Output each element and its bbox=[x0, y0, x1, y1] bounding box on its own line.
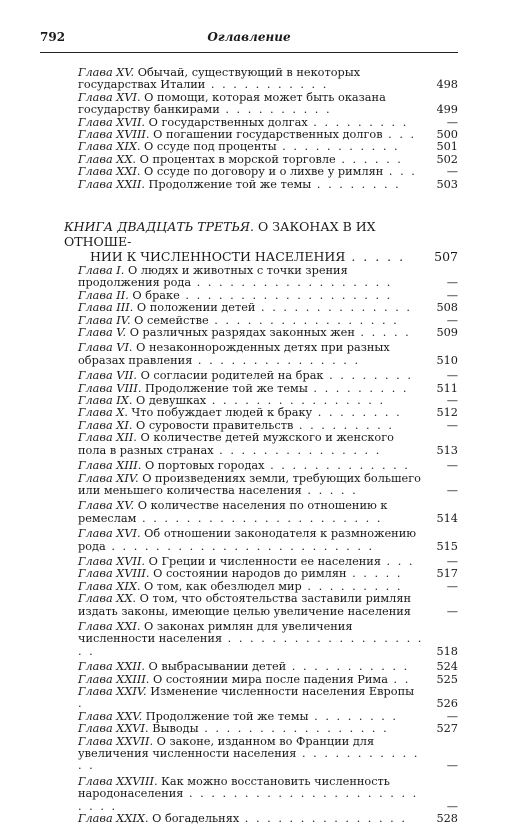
chapter-title: О состоянии мира после падения Рима bbox=[152, 672, 388, 686]
chapter-label: Глава XXI. bbox=[78, 619, 141, 633]
toc-entry-text bbox=[78, 92, 424, 117]
chapter-label: Глава XX. bbox=[78, 592, 136, 606]
chapter-title: О выбрасывании детей bbox=[148, 660, 287, 674]
leader-dots: . . . . . . . . . bbox=[307, 381, 409, 395]
leader-dots: . . . . . . . . . . . . . . . bbox=[213, 443, 382, 457]
toc-entry bbox=[78, 67, 458, 92]
page-ref: 515 bbox=[436, 539, 458, 553]
leader-dots: . . . . . . . . . . . . . bbox=[264, 459, 410, 473]
chapter-title: О богадельнях bbox=[152, 812, 240, 825]
leader-dots: . . . . . . . . . bbox=[301, 579, 403, 593]
chapter-title: О суровости правительств bbox=[136, 418, 294, 432]
toc-entry-text bbox=[78, 265, 424, 290]
chapter-title: О незаконнорожденных детях при разных образах правления bbox=[78, 341, 390, 367]
chapter-title: О произведениях земли, требующих большего или меньшего количества населения bbox=[78, 471, 421, 497]
toc-entry-text bbox=[78, 500, 424, 525]
toc-entry bbox=[78, 776, 458, 813]
chapter-label: Глава IX. bbox=[78, 394, 133, 408]
chapter-label: Глава VI. bbox=[78, 341, 133, 355]
toc-entry-text bbox=[78, 473, 424, 498]
chapter-label: Глава XXII. bbox=[78, 177, 145, 191]
page-ref: — bbox=[446, 459, 458, 473]
toc-entry bbox=[78, 736, 458, 773]
chapter-title: О ссуде по договору и о лихве у римлян bbox=[144, 165, 384, 179]
chapter-title: О Греции и численности ее населения bbox=[148, 554, 381, 568]
page-ref: 524 bbox=[436, 660, 458, 674]
chapter-title: О законах римлян для увеличения численности населения bbox=[78, 619, 353, 646]
page-ref: — bbox=[446, 483, 458, 497]
chapter-title: Продолжение той же темы bbox=[145, 709, 309, 723]
leader-dots: . . . . . . . . . . . . . . bbox=[255, 301, 412, 315]
leader-dots: . . . . . . . . . . . bbox=[286, 660, 410, 674]
chapter-label: Глава III. bbox=[78, 301, 134, 315]
page-ref: 528 bbox=[436, 812, 458, 825]
chapter-label: Глава II. bbox=[78, 288, 129, 302]
page-ref: 517 bbox=[436, 567, 458, 581]
book-heading bbox=[64, 219, 458, 264]
toc-entry bbox=[78, 813, 458, 825]
toc-entry bbox=[78, 593, 458, 618]
page-ref: 509 bbox=[436, 326, 458, 340]
leader-dots: . . . . . bbox=[354, 326, 411, 340]
leader-dots: . . . bbox=[382, 128, 417, 142]
chapter-label: Глава XXVII. bbox=[78, 734, 154, 748]
leader-dots: . . . . . . . . . bbox=[307, 115, 409, 129]
chapter-label: Глава XXIII. bbox=[78, 672, 150, 686]
chapter-title: О погашении государственных долгов bbox=[153, 128, 383, 142]
page-ref: 518 bbox=[436, 644, 458, 658]
toc-entry-text bbox=[78, 621, 424, 658]
toc-entry bbox=[78, 179, 458, 191]
page-ref: — bbox=[446, 313, 458, 327]
chapter-label: Глава V. bbox=[78, 326, 127, 340]
page-ref: — bbox=[446, 554, 458, 568]
leader-dots: . . . . . . . . . bbox=[293, 418, 394, 432]
leader-dots: . . . . . . . . . . . bbox=[276, 140, 400, 154]
page-number: 792 bbox=[40, 30, 66, 44]
chapter-title: Продолжение той же темы bbox=[148, 177, 312, 191]
chapter-label: Глава VIII. bbox=[78, 381, 142, 395]
leader-dots: . . . . . . . . . . . . . . . . . . . . bbox=[78, 632, 424, 658]
leader-dots: . . . . . . . . . . . . . . . bbox=[192, 353, 361, 367]
chapter-label: Глава XXI. bbox=[78, 165, 141, 179]
leader-dots: . . . . . . . . . . . . . . . . . . . . . . . . . bbox=[78, 787, 419, 813]
chapter-label: Глава XVIII. bbox=[78, 128, 150, 142]
page-ref: 527 bbox=[436, 722, 458, 736]
toc-entry bbox=[78, 686, 458, 711]
toc-entry-text bbox=[78, 813, 424, 825]
chapter-title: Что побуждает людей к браку bbox=[131, 406, 313, 420]
page-ref: 525 bbox=[436, 672, 458, 686]
book-title bbox=[64, 219, 424, 264]
leader-dots: . . . . . . . . . . . . . . . . . bbox=[198, 722, 389, 736]
chapter-title: О браке bbox=[132, 288, 180, 302]
page-ref: — bbox=[446, 394, 458, 408]
page-ref: 513 bbox=[436, 443, 458, 457]
chapter-label: Глава I. bbox=[78, 264, 125, 277]
leader-dots: . . . . . . . . bbox=[311, 177, 401, 191]
toc-entry-text bbox=[78, 528, 424, 553]
page-ref: — bbox=[446, 369, 458, 383]
chapter-label: Глава XIV. bbox=[78, 471, 139, 485]
chapter-label: Глава X. bbox=[78, 406, 128, 420]
chapter-label: Глава IV. bbox=[78, 313, 131, 327]
leader-dots: . . . . . . . . bbox=[312, 406, 402, 420]
page-ref: 526 bbox=[436, 697, 458, 711]
header-rule bbox=[40, 52, 458, 53]
chapter-label: Глава XVIII. bbox=[78, 567, 150, 581]
chapter-title: Об отношении законодателя к размножению рода bbox=[78, 527, 417, 553]
chapter-title: Выводы bbox=[152, 722, 199, 736]
chapter-label: Глава XI. bbox=[78, 418, 133, 432]
toc-entry bbox=[78, 327, 458, 339]
leader-dots: . . . . . bbox=[345, 249, 406, 264]
chapter-title: О государственных долгах bbox=[148, 115, 308, 129]
leader-dots: . . . . . . . . bbox=[323, 369, 413, 383]
chapter-title: О законе, изданном во Франции для увеличения численности населения bbox=[78, 734, 375, 761]
chapter-title: О девушках bbox=[136, 394, 207, 408]
leader-dots: . . . . . . . . . . . . . . . . . bbox=[208, 313, 399, 327]
toc-entry-text bbox=[78, 179, 424, 191]
page-ref: — bbox=[446, 579, 458, 593]
page-ref: 502 bbox=[436, 152, 458, 166]
chapter-title: Продолжение той же темы bbox=[145, 381, 308, 395]
chapter-title: О различных разрядах законных жен bbox=[129, 326, 355, 340]
toc-entry-text bbox=[78, 776, 424, 813]
leader-dots: . . . . . bbox=[301, 483, 358, 497]
chapter-label: Глава XVII. bbox=[78, 554, 146, 568]
chapter-title: О процентах в морской торговле bbox=[139, 152, 336, 166]
chapter-title: О семействе bbox=[134, 313, 209, 327]
chapter-title: Изменение численности населения Европы bbox=[150, 685, 415, 698]
chapter-label: Глава XX. bbox=[78, 152, 136, 166]
toc-entry-text bbox=[78, 432, 424, 457]
toc-entry bbox=[78, 473, 458, 498]
running-title: Оглавление bbox=[207, 30, 291, 44]
page-ref: — bbox=[446, 288, 458, 302]
toc-entry bbox=[78, 92, 458, 117]
leader-dots: . . . . . bbox=[346, 567, 403, 581]
chapter-title: О том, как обезлюдел мир bbox=[144, 579, 302, 593]
page-ref: 514 bbox=[436, 511, 458, 525]
leader-dots: . . . . . . . . . . . . . . . . . . bbox=[191, 276, 393, 290]
page-ref: 503 bbox=[436, 177, 458, 191]
chapter-title: О том, что обстоятельства заставили римлян издать законы, имеющие целью увеличение населения bbox=[78, 592, 411, 618]
toc-entry-text bbox=[78, 327, 424, 339]
chapter-label: Глава XXIX. bbox=[78, 812, 149, 825]
toc-entry bbox=[78, 342, 458, 367]
chapter-label: Глава XXIV. bbox=[78, 685, 147, 698]
page-ref: 498 bbox=[436, 78, 458, 92]
page-ref: 508 bbox=[436, 301, 458, 315]
chapter-label: Глава XXVI. bbox=[78, 722, 149, 736]
chapter-label: Глава XV. bbox=[78, 66, 135, 79]
chapter-title: О помощи, которая может быть оказана государству банкирами bbox=[78, 90, 386, 117]
toc-entry bbox=[78, 621, 458, 658]
leader-dots: . . . . . . . . bbox=[308, 709, 399, 723]
book-title-line2: НИИ К ЧИСЛЕННОСТИ НАСЕЛЕНИЯ bbox=[90, 249, 346, 264]
page-ref: 500 bbox=[436, 128, 458, 142]
leader-dots: . . . . . . . . . . bbox=[219, 103, 332, 117]
chapter-label: Глава XVI. bbox=[78, 90, 141, 104]
toc-list-book-23 bbox=[78, 265, 458, 825]
leader-dots: . . . bbox=[383, 165, 417, 179]
book-title-line1: О ЗАКОНАХ В ИХ ОТНОШЕ- bbox=[64, 219, 376, 249]
leader-dots: . bbox=[78, 697, 84, 711]
toc-entry-text bbox=[78, 67, 424, 92]
toc-entry-text bbox=[78, 686, 424, 711]
chapter-title: О портовых городах bbox=[144, 459, 265, 473]
book-label: КНИГА ДВАДЦАТЬ ТРЕТЬЯ. bbox=[64, 219, 254, 234]
toc-entry bbox=[78, 265, 458, 290]
chapter-label: Глава XIII. bbox=[78, 459, 142, 473]
leader-dots: . . . . . . . . . . . . . . . . . . . . . . . . bbox=[105, 539, 375, 553]
leader-dots: . . . . . . . . . . . . . . . . . . . . . . bbox=[136, 511, 383, 525]
page-ref: 512 bbox=[436, 406, 458, 420]
page-ref: 511 bbox=[436, 381, 458, 395]
leader-dots: . . . . . . . . . . . bbox=[205, 78, 329, 92]
chapter-label: Глава XVI. bbox=[78, 527, 141, 541]
chapter-title: О положении детей bbox=[136, 301, 256, 315]
toc-entry bbox=[78, 500, 458, 525]
page-ref: — bbox=[446, 604, 458, 618]
chapter-label: Глава VII. bbox=[78, 369, 137, 383]
page-ref: — bbox=[446, 276, 458, 290]
chapter-title: О количестве детей мужского и женского пола в разных странах bbox=[78, 431, 394, 457]
toc-entry bbox=[78, 432, 458, 457]
toc-list-previous-book bbox=[78, 67, 458, 191]
chapter-label: Глава XV. bbox=[78, 499, 135, 513]
chapter-title: О ссуде под проценты bbox=[144, 140, 277, 154]
leader-dots: . . . . . . bbox=[335, 152, 403, 166]
toc-entry bbox=[78, 528, 458, 553]
page-ref: — bbox=[446, 115, 458, 129]
chapter-label: Глава XVII. bbox=[78, 115, 146, 129]
page-ref: 501 bbox=[436, 140, 458, 154]
page-ref: 510 bbox=[436, 353, 458, 367]
toc-entry-text bbox=[78, 342, 424, 367]
leader-dots: . . . . . . . . . . . . . . . bbox=[239, 812, 407, 825]
page-ref: — bbox=[446, 165, 458, 179]
book-page-number: 507 bbox=[434, 249, 458, 264]
toc-entry-text bbox=[78, 593, 424, 618]
chapter-label: Глава XXII. bbox=[78, 660, 145, 674]
page-ref: — bbox=[446, 799, 458, 813]
chapter-title: О количестве населения по отношению к ремеслам bbox=[78, 499, 388, 525]
chapter-label: Глава XXVIII. bbox=[78, 774, 158, 788]
page-header bbox=[40, 30, 458, 50]
leader-dots: . . . . . . . . . . . . . . . . bbox=[206, 394, 386, 408]
chapter-title: О состоянии народов до римлян bbox=[153, 567, 347, 581]
leader-dots: . . . . . . . . . . . . . . . . . . . bbox=[179, 288, 393, 302]
chapter-label: Глава XIX. bbox=[78, 140, 141, 154]
page-ref: — bbox=[446, 759, 458, 773]
leader-dots: . . . . . . . . . . . . . bbox=[78, 747, 420, 773]
chapter-title: Как можно восстановить численность народонаселения bbox=[78, 774, 390, 801]
page-ref: 499 bbox=[436, 103, 458, 117]
chapter-label: Глава XXV. bbox=[78, 709, 143, 723]
toc-entry-text bbox=[78, 736, 424, 773]
page-ref: — bbox=[446, 418, 458, 432]
chapter-label: Глава XII. bbox=[78, 431, 137, 445]
leader-dots: . . . bbox=[380, 554, 415, 568]
chapter-label: Глава XIX. bbox=[78, 579, 141, 593]
chapter-title: Обычай, существующий в некоторых государствах Италии bbox=[78, 66, 361, 92]
chapter-title: О людях и животных с точки зрения продолжения рода bbox=[78, 264, 348, 290]
leader-dots: . . bbox=[387, 672, 411, 686]
page-ref: — bbox=[446, 709, 458, 723]
chapter-title: О согласии родителей на брак bbox=[140, 369, 324, 383]
